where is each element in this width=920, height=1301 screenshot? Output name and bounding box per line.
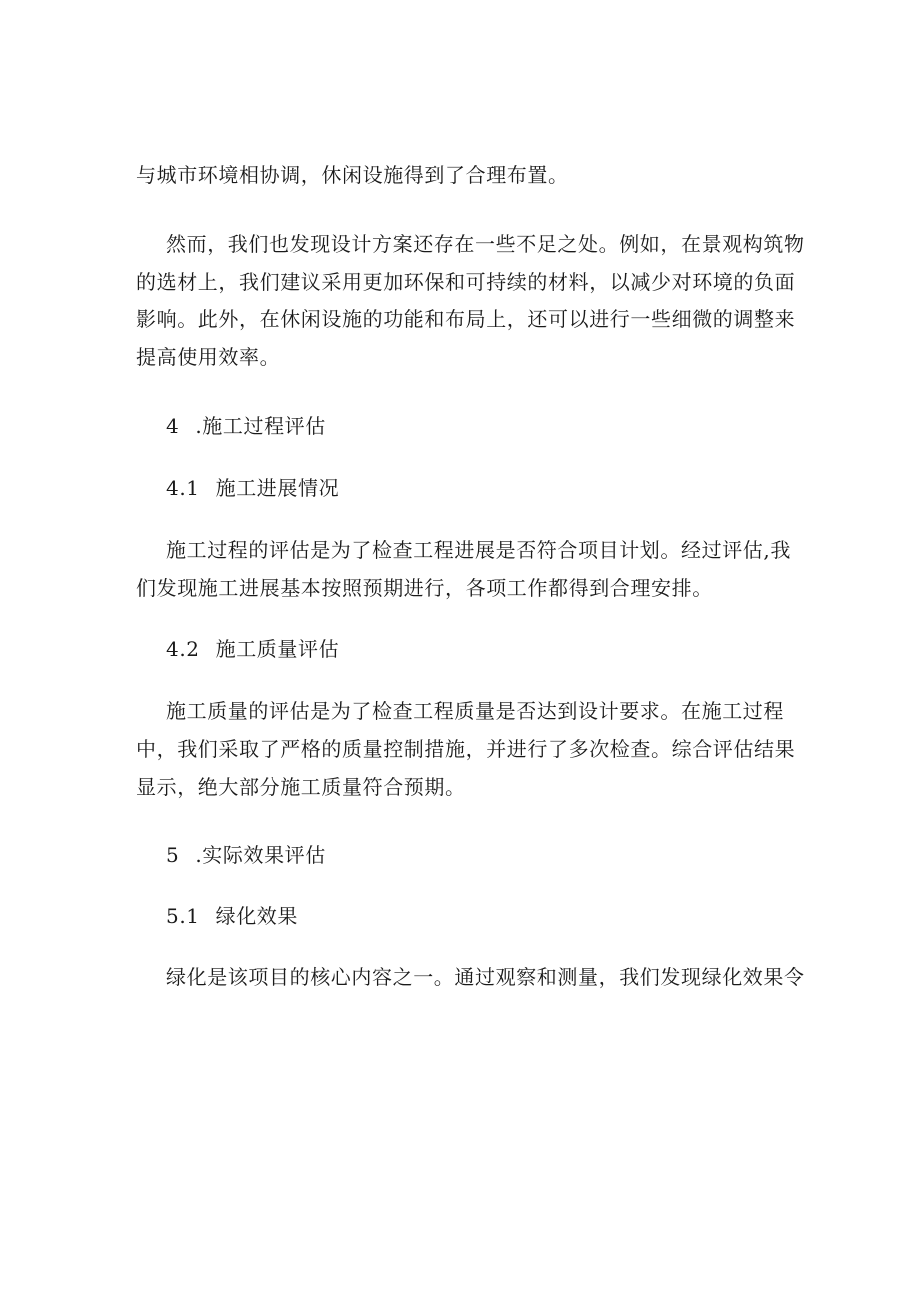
paragraph-line: 影响。此外，在休闲设施的功能和布局上，还可以进行一些细微的调整来 xyxy=(136,307,796,331)
paragraph-line: 施工质量的评估是为了检查工程质量是否达到设计要求。在施工过程 xyxy=(166,699,784,723)
section-title: .施工过程评估 xyxy=(195,414,326,438)
paragraph-line: 提高使用效率。 xyxy=(136,345,281,369)
section-title: .实际效果评估 xyxy=(195,843,326,867)
subsection-heading xyxy=(166,902,298,930)
section-number: 5 xyxy=(166,843,180,867)
subsection-title: 施工质量评估 xyxy=(215,637,340,661)
subsection-number: 5.1 xyxy=(166,904,200,928)
subsection-number: 4.2 xyxy=(166,637,200,661)
paragraph-line: 中，我们采取了严格的质量控制措施，并进行了多次检查。综合评估结果 xyxy=(136,737,796,761)
paragraph-line: 显示，绝大部分施工质量符合预期。 xyxy=(136,775,466,799)
paragraph-line: 们发现施工进展基本按照预期进行，各项工作都得到合理安排。 xyxy=(136,576,713,600)
paragraph-line: 然而，我们也发现设计方案还存在一些不足之处。例如，在景观构筑物 xyxy=(166,232,805,256)
paragraph-line: 与城市环境相协调，休闲设施得到了合理布置。 xyxy=(136,163,569,187)
subsection-heading xyxy=(166,635,339,663)
subsection-title: 绿化效果 xyxy=(215,904,299,928)
subsection-number: 4.1 xyxy=(166,476,200,500)
paragraph-line: 施工过程的评估是为了检查工程进展是否符合项目计划。经过评估,我 xyxy=(166,538,791,562)
subsection-title: 施工进展情况 xyxy=(215,476,340,500)
paragraph-line: 的选材上，我们建议采用更加环保和可持续的材料，以减少对环境的负面 xyxy=(136,270,796,294)
section-heading xyxy=(166,412,326,440)
subsection-heading xyxy=(166,474,339,502)
section-number: 4 xyxy=(166,414,180,438)
paragraph-line: 绿化是该项目的核心内容之一。通过观察和测量，我们发现绿化效果令 xyxy=(166,965,805,989)
section-heading xyxy=(166,841,326,869)
